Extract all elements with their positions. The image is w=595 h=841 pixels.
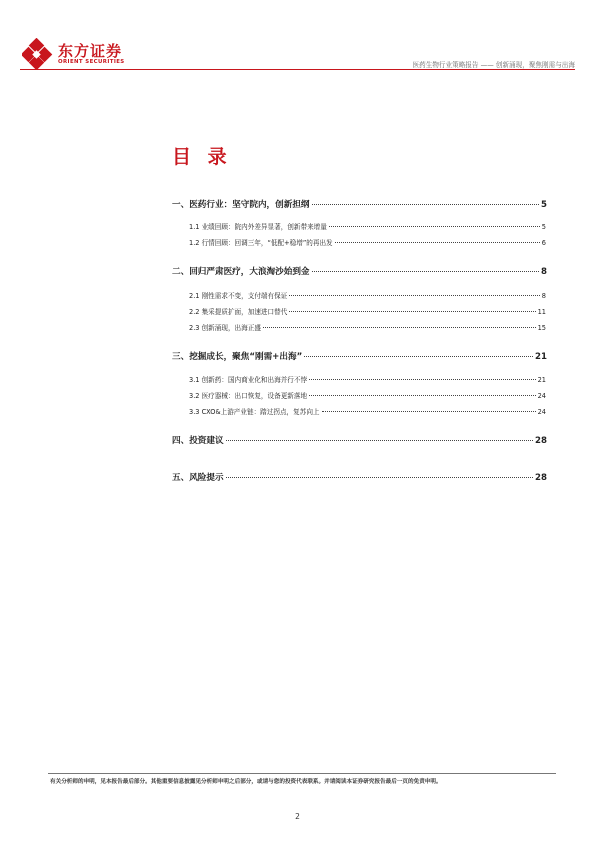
- toc-title: 目 录: [172, 146, 232, 168]
- toc-entry-label: 3.1 创新药：国内商业化和出海并行不悖: [189, 376, 308, 384]
- toc-entry-label: 3.2 医疗器械：出口恢复，设备更新落地: [189, 392, 308, 400]
- toc-leader-dots: [289, 311, 535, 312]
- toc-leader-dots: [263, 327, 536, 328]
- toc-leader-dots: [312, 271, 540, 272]
- brand-name-cn: 东方证券: [58, 42, 123, 60]
- toc-leader-dots: [289, 295, 539, 296]
- brand-name-en: ORIENT SECURITIES: [58, 59, 125, 65]
- toc-entry-label: 2.1 刚性需求不变，支付端有保证: [189, 292, 288, 300]
- toc-leader-dots: [309, 395, 536, 396]
- toc-entry-label: 三、挖掘成长，聚焦“刚需+出海”: [172, 352, 303, 362]
- toc-entry-section-4[interactable]: [172, 434, 547, 446]
- toc-entry-2-2[interactable]: [189, 306, 546, 316]
- toc-leader-dots: [312, 204, 540, 205]
- toc-entry-label: 1.1 业绩回顾：院内外差异显著，创新带来增量: [189, 223, 327, 231]
- toc-entry-page: 28: [535, 436, 547, 446]
- toc-entry-section-3[interactable]: [172, 350, 547, 362]
- toc-entry-label: 四、投资建议: [172, 436, 224, 446]
- toc-entry-page: 5: [541, 200, 547, 210]
- toc-entry-section-1[interactable]: [172, 198, 547, 210]
- header-divider: [20, 69, 575, 70]
- toc-entry-label: 一、医药行业：坚守院内，创新担纲: [172, 200, 310, 210]
- footer-disclaimer: 有关分析师的申明，见本报告最后部分。其他重要信息披露见分析师申明之后部分，或请与您的投资代表联系。并请阅读本证券研究报告最后一页的免责申明。: [50, 779, 442, 785]
- toc-leader-dots: [322, 411, 536, 412]
- report-title: 医药生物行业策略报告 —— 创新涌现，聚焦刚需与出海: [412, 61, 575, 69]
- toc-entry-3-2[interactable]: [189, 390, 546, 400]
- toc-entry-label: 2.2 集采提质扩面，加速进口替代: [189, 308, 288, 316]
- toc-entry-2-1[interactable]: [189, 290, 546, 300]
- orient-securities-logo-icon: [22, 38, 54, 70]
- toc-leader-dots: [335, 242, 540, 243]
- toc-leader-dots: [304, 356, 533, 357]
- toc-entry-label: 五、风险提示: [172, 473, 224, 483]
- toc-entry-page: 24: [537, 392, 546, 400]
- toc-entry-3-3[interactable]: [189, 406, 546, 416]
- toc-entry-page: 21: [535, 352, 547, 362]
- toc-entry-label: 2.3 创新涌现，出海正盛: [189, 324, 261, 332]
- toc-leader-dots: [329, 226, 540, 227]
- toc-entry-page: 6: [541, 239, 546, 247]
- footer-divider: [48, 773, 556, 774]
- toc-entry-page: 15: [537, 324, 546, 332]
- toc-entry-1-2[interactable]: [189, 237, 546, 247]
- toc-entry-label: 二、回归严肃医疗，大浪淘沙始到金: [172, 267, 310, 277]
- toc-entry-label: 1.2 行情回顾：回调三年，“低配+稳增”的再出发: [189, 239, 333, 247]
- toc-entry-1-1[interactable]: [189, 221, 546, 231]
- toc-entry-page: 24: [537, 408, 546, 416]
- toc-entry-page: 5: [541, 223, 546, 231]
- toc-entry-section-5[interactable]: [172, 471, 547, 483]
- toc-entry-page: 28: [535, 473, 547, 483]
- toc-entry-section-2[interactable]: [172, 265, 547, 277]
- toc-entry-page: 8: [541, 292, 546, 300]
- toc-entry-2-3[interactable]: [189, 322, 546, 332]
- toc-entry-page: 8: [541, 267, 547, 277]
- toc-entry-page: 11: [537, 308, 546, 316]
- toc-entry-3-1[interactable]: [189, 374, 546, 384]
- toc-leader-dots: [309, 379, 536, 380]
- toc-entry-label: 3.3 CXO&上游产业链：踏过拐点，复苏向上: [189, 408, 320, 416]
- toc-leader-dots: [226, 477, 533, 478]
- page-number: 2: [295, 812, 300, 821]
- toc-entry-page: 21: [537, 376, 546, 384]
- toc-leader-dots: [226, 440, 533, 441]
